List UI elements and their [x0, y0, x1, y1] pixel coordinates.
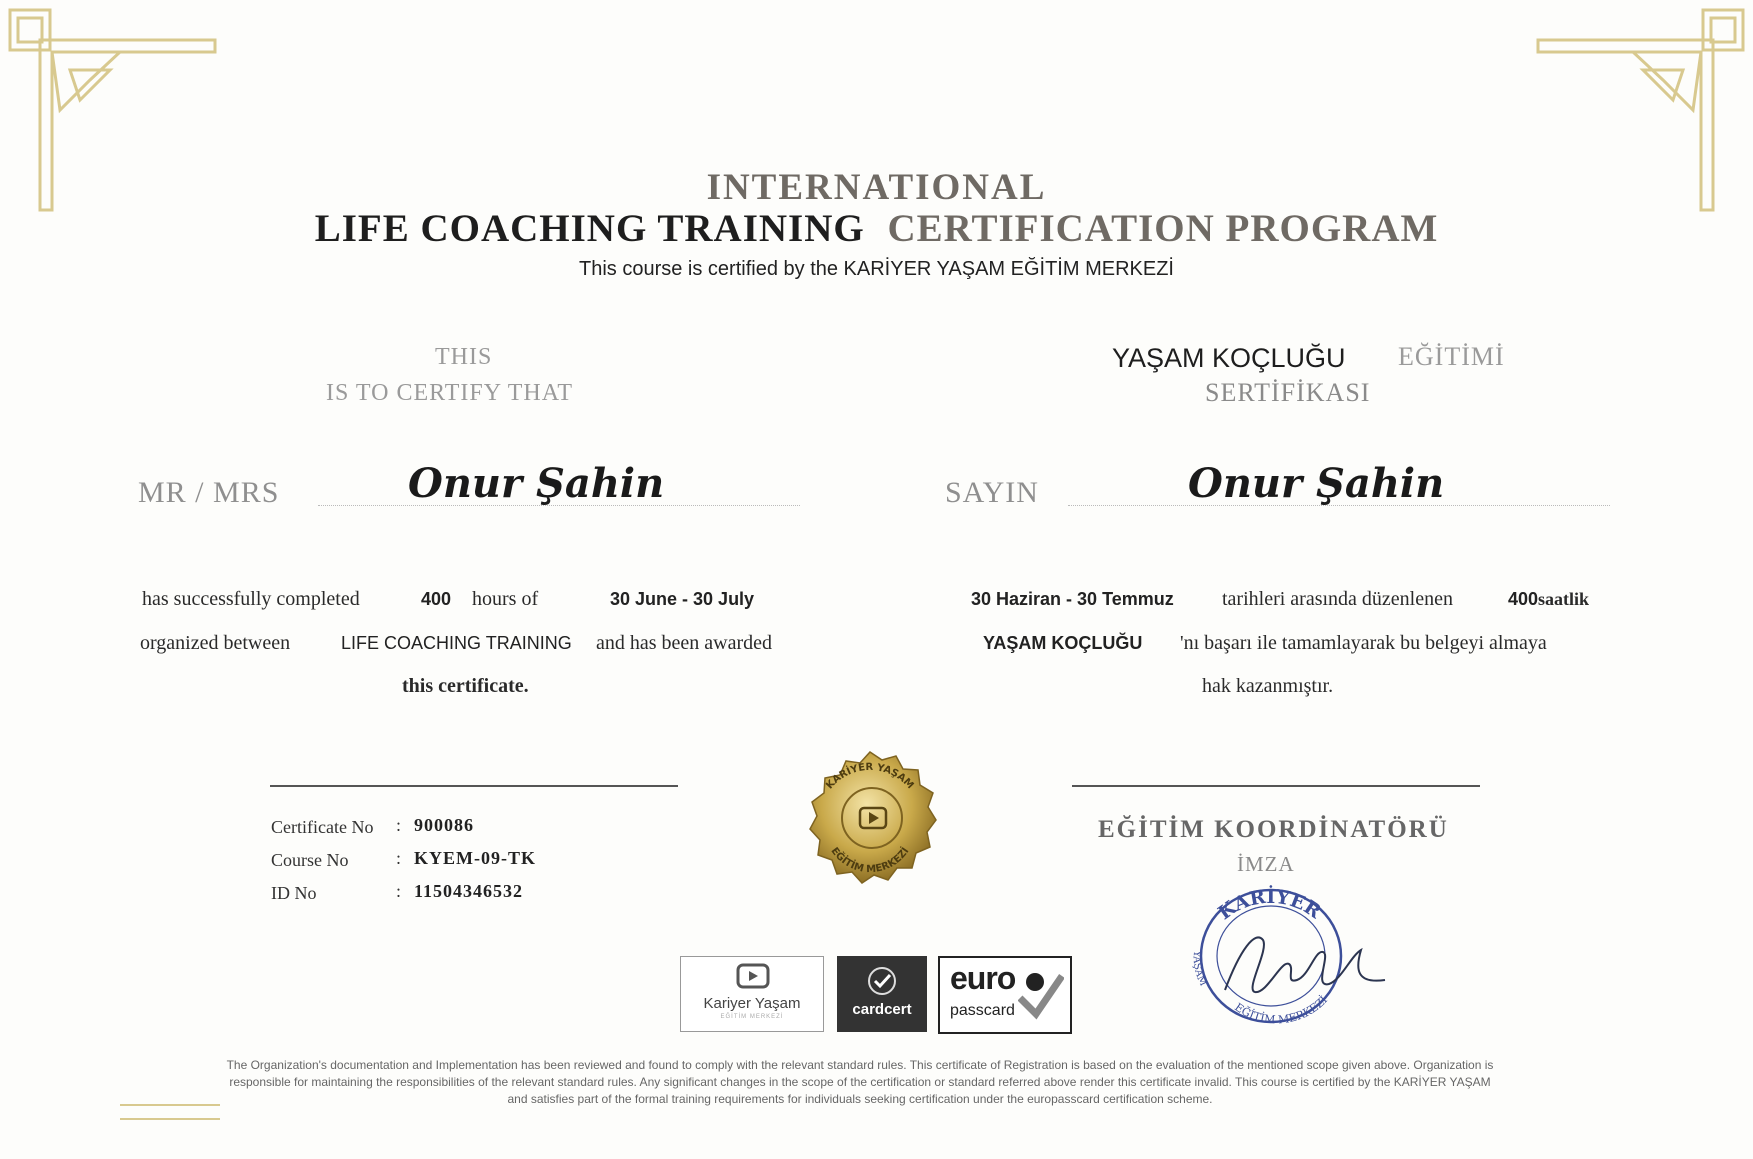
right-dates-value: 30 Haziran - 30 Temmuz: [971, 589, 1174, 609]
right-title-bold: YAŞAM KOÇLUĞU: [1112, 343, 1346, 373]
left-recipient-name: Onur Şahin: [408, 460, 665, 507]
header-title-dark: LIFE COACHING TRAINING: [314, 207, 865, 250]
cardcert-logo-text: cardcert: [852, 1001, 912, 1018]
course-no-label: Course No: [271, 850, 349, 870]
right-row2-text: 'nı başarı ile tamamlayarak bu belgeyi almaya: [1180, 632, 1547, 654]
footer-line-1: The Organization's documentation and Implementation has been reviewed and found to comply with the relevant standard rules. This certificate of Registration is based on the evaluation of the mentioned scope given above. Organization is: [226, 1058, 1494, 1072]
coordinator-title: EĞİTİM KOORDİNATÖRÜ: [1098, 816, 1449, 843]
europasscard-logo: [938, 956, 1072, 1034]
left-course-value: LIFE COACHING TRAINING: [341, 633, 572, 653]
left-row-1: [142, 588, 360, 611]
left-row2-text-b: and has been awarded: [596, 632, 773, 654]
euro-logo-text: euro: [950, 960, 1016, 996]
left-row1-text-b: hours of: [472, 588, 539, 610]
left-hours-value: 400: [421, 589, 452, 609]
right-title-2: SERTİFİKASI: [1205, 378, 1371, 407]
header-subtitle: This course is certified by the KARİYER YAŞAM EĞİTİM MERKEZİ: [579, 258, 1174, 280]
left-signature-line: [270, 785, 678, 787]
id-no-colon: :: [396, 881, 402, 901]
left-this-label: THIS: [435, 344, 493, 370]
seal-text-top: KARİYER YAŞAM: [824, 761, 916, 792]
id-no-value: 11504346532: [414, 881, 524, 901]
stamp-text-left: YAŞAM: [1190, 950, 1209, 988]
right-course-value: YAŞAM KOÇLUĞU: [983, 633, 1143, 653]
left-row2-text-a: organized between: [140, 632, 291, 654]
header-line-2: [0, 206, 1753, 251]
right-title-light: EĞİTİMİ: [1398, 342, 1505, 371]
left-dates-value: 30 June - 30 July: [610, 589, 755, 609]
certificate-no-colon: :: [396, 815, 402, 835]
footer-line-3: and satisfies part of the formal training requirements for individuals seeking certification under the europasscard certification scheme.: [507, 1092, 1213, 1106]
kariyer-logo-subtext: EĞİTİM MERKEZİ: [720, 1014, 784, 1020]
signature-stamp: [1185, 880, 1405, 1040]
course-no-colon: :: [396, 848, 402, 868]
certificate-no-label: Certificate No: [271, 817, 374, 837]
stamp-text-bottom: EĞİTİM MERKEZİ: [1232, 993, 1331, 1027]
footer-line-2: responsible for maintaining the responsibilities of the relevant standard rules. Any significant changes in the scope of the certification or standard referred above render this certificate invalid. This course is certified by the KARİYER YAŞAM: [229, 1075, 1491, 1089]
left-certify-label: IS TO CERTIFY THAT: [326, 380, 574, 406]
right-row1-hours: [1508, 589, 1589, 610]
right-signature-line: [1072, 785, 1480, 787]
coordinator-sign-label: İMZA: [1237, 852, 1295, 876]
seal-text-bottom: EĞİTİM MERKEZİ: [828, 845, 912, 876]
left-row1-text-a: has successfully completed: [142, 588, 360, 610]
stamp-text-top: KARİYER: [1214, 885, 1326, 925]
right-recipient-name: Onur Şahin: [1188, 460, 1445, 507]
right-row-3: hak kazanmıştır.: [1202, 675, 1334, 697]
right-hours-unit: saatlik: [1538, 589, 1590, 609]
id-no-label: ID No: [271, 883, 317, 903]
left-row-3: this certificate.: [402, 675, 529, 697]
cardcert-logo: [837, 956, 927, 1032]
right-hours-value: 400: [1508, 589, 1539, 609]
certificate-no-value: 900086: [414, 815, 474, 835]
kariyer-yasam-logo: [680, 956, 824, 1032]
header-title-grey: CERTIFICATION PROGRAM: [887, 207, 1439, 250]
left-salutation: MR / MRS: [138, 476, 280, 509]
right-salutation: SAYIN: [945, 476, 1039, 509]
cardcert-check-icon: [866, 965, 898, 997]
footer-disclaimer: [140, 1057, 1580, 1108]
tv-play-icon: [735, 963, 771, 991]
kariyer-logo-text: Kariyer Yaşam: [703, 995, 801, 1012]
course-no-value: KYEM-09-TK: [414, 848, 536, 868]
passcard-logo-text: passcard: [950, 1002, 1015, 1019]
gold-seal: [790, 748, 950, 890]
euro-check-icon: [1018, 970, 1064, 1022]
header-line-1: INTERNATIONAL: [706, 167, 1047, 208]
right-row1-text: tarihleri arasında düzenlenen: [1222, 588, 1453, 610]
